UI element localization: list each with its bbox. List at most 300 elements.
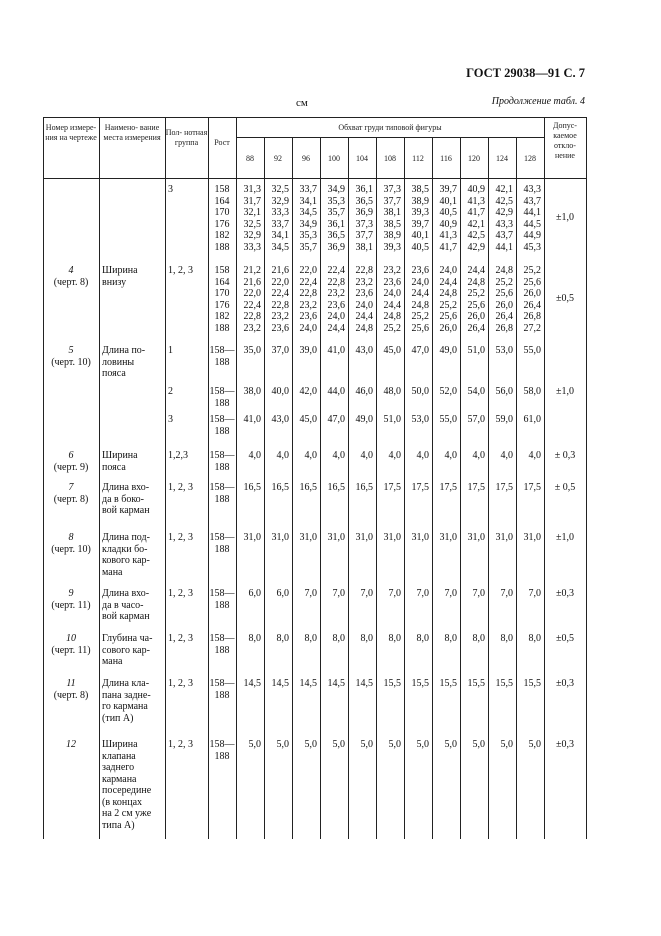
row-group: 1, 2, 3 (168, 678, 193, 689)
row-height: 158— (209, 678, 235, 689)
measurements-table (43, 117, 586, 839)
value-cell: 22,0 (271, 276, 289, 288)
row-name: вой карман (102, 611, 150, 622)
row-name: Длина вхо- (102, 588, 150, 599)
value-cell: 42,9 (495, 207, 513, 218)
value-cell: 8,0 (528, 633, 541, 644)
value-cell: 42,9 (467, 241, 485, 253)
header-size-96: 96 (302, 154, 310, 163)
row-number: 9 (68, 588, 74, 599)
value-cell: 7,0 (444, 588, 457, 599)
value-cell: 31,0 (467, 532, 485, 543)
value-cell: 8,0 (500, 633, 513, 644)
value-cell: 8,0 (444, 633, 457, 644)
value-cell: 25,2 (523, 265, 541, 276)
row-number: (черт. 11) (51, 644, 91, 656)
value-cell: 17,5 (523, 482, 541, 493)
value-cell: 23,2 (243, 322, 261, 334)
value-cell: 43,0 (271, 414, 289, 425)
table-rule (165, 117, 166, 839)
value-cell: 47,0 (411, 345, 429, 356)
value-cell: 6,0 (248, 588, 261, 599)
row-group: 1,2,3 (168, 450, 188, 461)
value-cell: 4,0 (500, 450, 513, 461)
value-cell: 38,9 (411, 195, 429, 207)
row-name: пояса (102, 461, 126, 473)
value-cell: 8,0 (248, 633, 261, 644)
value-cell: 17,5 (467, 482, 485, 493)
value-cell: 7,0 (360, 588, 373, 599)
value-cell: 54,0 (467, 386, 485, 397)
header-size-88: 88 (246, 154, 254, 163)
value-cell: 7,0 (472, 588, 485, 599)
value-cell: 4,0 (248, 450, 261, 461)
value-cell: 26,8 (495, 322, 513, 334)
value-cell: 45,3 (523, 241, 541, 253)
value-cell: 26,4 (495, 311, 513, 322)
value-cell: 26,8 (523, 311, 541, 322)
row-name: да в боко- (102, 493, 145, 505)
value-cell: 40,1 (439, 195, 457, 207)
value-cell: 23,2 (299, 299, 317, 311)
value-cell: 7,0 (500, 588, 513, 599)
row-name: на 2 см уже (102, 808, 152, 819)
row-tolerance: ± 0,3 (554, 450, 576, 461)
row-height: 158— (209, 386, 235, 397)
row-name: кладки бо- (102, 543, 148, 555)
value-cell: 36,9 (327, 241, 345, 253)
row-group: 1, 2, 3 (168, 739, 193, 750)
row-height: 188 (214, 461, 230, 473)
row-name: кового кар- (102, 555, 150, 566)
row-height: 158— (209, 739, 235, 750)
value-cell: 14,5 (299, 678, 317, 689)
value-cell: 46,0 (355, 386, 373, 397)
value-cell: 5,0 (416, 739, 429, 750)
row-group: 1 (168, 345, 173, 356)
value-cell: 53,0 (411, 414, 429, 425)
continuation-note: Продолжение табл. 4 (491, 96, 585, 107)
value-cell: 17,5 (439, 482, 457, 493)
value-cell: 51,0 (383, 414, 401, 425)
value-cell: 40,0 (271, 386, 289, 397)
row-height: 176 (214, 299, 230, 311)
row-group: 1, 2, 3 (168, 633, 193, 644)
row-name: Длина вхо- (102, 482, 150, 493)
value-cell: 8,0 (304, 633, 317, 644)
value-cell: 5,0 (332, 739, 345, 750)
value-cell: 17,5 (495, 482, 513, 493)
value-cell: 5,0 (276, 739, 289, 750)
value-cell: 7,0 (416, 588, 429, 599)
row-tolerance: ±0,3 (556, 588, 574, 599)
value-cell: 37,0 (271, 345, 289, 356)
value-cell: 31,0 (243, 532, 261, 543)
row-height: 158— (209, 588, 235, 599)
table-rule (43, 117, 586, 118)
header-size-108: 108 (384, 154, 396, 163)
value-cell: 4,0 (360, 450, 373, 461)
row-tolerance: ± 0,5 (554, 482, 576, 493)
value-cell: 39,3 (383, 241, 401, 253)
value-cell: 42,1 (467, 218, 485, 230)
row-height: 188 (214, 397, 230, 409)
value-cell: 38,9 (383, 230, 401, 241)
value-cell: 55,0 (439, 414, 457, 425)
value-cell: 7,0 (528, 588, 541, 599)
value-cell: 42,5 (495, 195, 513, 207)
value-cell: 15,5 (467, 678, 485, 689)
value-cell: 52,0 (439, 386, 457, 397)
value-cell: 37,3 (383, 184, 401, 195)
row-name: пана задне- (102, 689, 151, 701)
value-cell: 31,0 (439, 532, 457, 543)
value-cell: 26,0 (523, 288, 541, 299)
value-cell: 5,0 (528, 739, 541, 750)
value-cell: 38,5 (383, 218, 401, 230)
value-cell: 55,0 (523, 345, 541, 356)
row-name: мана (102, 566, 123, 578)
value-cell: 14,5 (327, 678, 345, 689)
row-height: 170 (214, 288, 230, 299)
value-cell: 24,4 (439, 276, 457, 288)
value-cell: 15,5 (523, 678, 541, 689)
value-cell: 15,5 (383, 678, 401, 689)
value-cell: 24,8 (411, 299, 429, 311)
value-cell: 41,7 (467, 207, 485, 218)
value-cell: 5,0 (472, 739, 485, 750)
value-cell: 42,1 (495, 184, 513, 195)
value-cell: 16,5 (243, 482, 261, 493)
table-rule (544, 117, 545, 839)
value-cell: 24,0 (299, 322, 317, 334)
header-size-104: 104 (356, 154, 368, 163)
value-cell: 5,0 (360, 739, 373, 750)
value-cell: 16,5 (271, 482, 289, 493)
value-cell: 34,9 (327, 184, 345, 195)
value-cell: 21,6 (271, 265, 289, 276)
value-cell: 35,3 (299, 230, 317, 241)
table-rule (236, 137, 544, 138)
value-cell: 58,0 (523, 386, 541, 397)
row-group: 1, 2, 3 (168, 532, 193, 543)
value-cell: 25,2 (495, 276, 513, 288)
value-cell: 25,6 (495, 288, 513, 299)
value-cell: 17,5 (411, 482, 429, 493)
value-cell: 44,1 (523, 207, 541, 218)
value-cell: 35,7 (327, 207, 345, 218)
value-cell: 4,0 (332, 450, 345, 461)
value-cell: 22,8 (355, 265, 373, 276)
row-height: 188 (214, 599, 230, 611)
value-cell: 15,5 (411, 678, 429, 689)
value-cell: 4,0 (276, 450, 289, 461)
row-height: 188 (214, 543, 230, 555)
row-name: пояса (102, 368, 126, 379)
value-cell: 32,9 (271, 195, 289, 207)
value-cell: 4,0 (304, 450, 317, 461)
row-height: 158— (209, 532, 235, 543)
value-cell: 5,0 (304, 739, 317, 750)
row-height: 158 (214, 184, 230, 195)
row-name: мана (102, 656, 123, 667)
value-cell: 25,6 (411, 322, 429, 334)
value-cell: 26,0 (495, 299, 513, 311)
row-height: 164 (214, 276, 230, 288)
row-group: 3 (168, 414, 173, 425)
row-height: 158— (209, 414, 235, 425)
row-name: Ширина (102, 265, 138, 276)
value-cell: 31,0 (523, 532, 541, 543)
value-cell: 23,6 (383, 276, 401, 288)
header-height: Рост (214, 138, 230, 147)
row-number: (черт. 8) (53, 276, 89, 288)
row-number: (черт. 10) (51, 356, 91, 368)
row-number: (черт. 9) (53, 461, 89, 473)
value-cell: 37,3 (355, 218, 373, 230)
row-name: да в часо- (102, 599, 144, 611)
value-cell: 36,1 (327, 218, 345, 230)
value-cell: 35,3 (327, 195, 345, 207)
row-height: 158— (209, 345, 235, 356)
value-cell: 8,0 (276, 633, 289, 644)
table-rule (99, 117, 100, 839)
value-cell: 21,6 (243, 276, 261, 288)
value-cell: 57,0 (467, 414, 485, 425)
value-cell: 31,0 (327, 532, 345, 543)
value-cell: 24,0 (355, 299, 373, 311)
value-cell: 53,0 (495, 345, 513, 356)
value-cell: 43,0 (355, 345, 373, 356)
header-size-112: 112 (412, 154, 424, 163)
row-name: ловины (102, 356, 135, 368)
row-height: 164 (214, 195, 230, 207)
value-cell: 16,5 (355, 482, 373, 493)
row-group: 3 (168, 184, 173, 195)
row-height: 188 (214, 493, 230, 505)
value-cell: 4,0 (472, 450, 485, 461)
header-size-120: 120 (468, 154, 480, 163)
value-cell: 36,1 (355, 184, 373, 195)
value-cell: 24,0 (439, 265, 457, 276)
header-group: Пол- нотная группа (165, 128, 208, 147)
row-number: 8 (68, 532, 74, 543)
value-cell: 4,0 (416, 450, 429, 461)
value-cell: 4,0 (528, 450, 541, 461)
value-cell: 31,3 (243, 184, 261, 195)
row-tolerance: ±0,5 (556, 633, 574, 644)
value-cell: 40,5 (411, 241, 429, 253)
row-number: (черт. 10) (51, 543, 91, 555)
value-cell: 34,1 (299, 195, 317, 207)
header-size-92: 92 (274, 154, 282, 163)
value-cell: 23,6 (411, 265, 429, 276)
row-number: (черт. 8) (53, 689, 89, 701)
value-cell: 49,0 (355, 414, 373, 425)
row-number: 6 (68, 450, 74, 461)
row-name: кармана (102, 773, 137, 785)
row-name: Длина кла- (102, 678, 150, 689)
value-cell: 50,0 (411, 386, 429, 397)
value-cell: 24,8 (467, 276, 485, 288)
header-size-100: 100 (328, 154, 340, 163)
row-height: 182 (214, 311, 230, 322)
value-cell: 22,4 (299, 276, 317, 288)
value-cell: 31,0 (383, 532, 401, 543)
row-name: (в концах (102, 796, 143, 808)
value-cell: 35,0 (243, 345, 261, 356)
value-cell: 24,4 (355, 311, 373, 322)
row-number: 11 (66, 678, 76, 689)
value-cell: 44,9 (523, 230, 541, 241)
value-cell: 40,1 (411, 230, 429, 241)
row-name: посередине (102, 785, 152, 796)
row-number: (черт. 8) (53, 493, 89, 505)
value-cell: 26,0 (439, 322, 457, 334)
value-cell: 33,7 (299, 184, 317, 195)
value-cell: 40,9 (439, 218, 457, 230)
value-cell: 8,0 (388, 633, 401, 644)
row-height: 170 (214, 207, 230, 218)
row-name: вой карман (102, 505, 150, 516)
value-cell: 31,0 (495, 532, 513, 543)
value-cell: 22,8 (271, 299, 289, 311)
value-cell: 15,5 (439, 678, 457, 689)
value-cell: 34,1 (271, 230, 289, 241)
row-tolerance: ±0,5 (556, 293, 574, 304)
value-cell: 33,3 (271, 207, 289, 218)
value-cell: 23,6 (271, 322, 289, 334)
row-name: (тип А) (102, 712, 134, 724)
value-cell: 33,3 (243, 241, 261, 253)
header-name: Наимено- вание места измерения (103, 123, 161, 142)
value-cell: 23,6 (327, 299, 345, 311)
row-height: 158— (209, 450, 235, 461)
value-cell: 15,5 (495, 678, 513, 689)
value-cell: 38,0 (243, 386, 261, 397)
value-cell: 43,3 (523, 184, 541, 195)
table-rule (43, 117, 44, 839)
value-cell: 7,0 (388, 588, 401, 599)
table-rule (43, 178, 586, 179)
value-cell: 24,4 (383, 299, 401, 311)
value-cell: 8,0 (360, 633, 373, 644)
value-cell: 48,0 (383, 386, 401, 397)
value-cell: 22,8 (299, 288, 317, 299)
value-cell: 32,5 (243, 218, 261, 230)
header-size-128: 128 (524, 154, 536, 163)
value-cell: 34,5 (299, 207, 317, 218)
value-cell: 4,0 (444, 450, 457, 461)
value-cell: 22,0 (243, 288, 261, 299)
value-cell: 31,0 (299, 532, 317, 543)
value-cell: 24,8 (355, 322, 373, 334)
value-cell: 45,0 (299, 414, 317, 425)
value-cell: 44,0 (327, 386, 345, 397)
value-cell: 26,4 (467, 322, 485, 334)
row-name: внизу (102, 276, 127, 288)
value-cell: 39,7 (411, 218, 429, 230)
table-rule (586, 117, 587, 839)
value-cell: 31,0 (355, 532, 373, 543)
row-height: 188 (214, 750, 230, 762)
row-height: 176 (214, 218, 230, 230)
value-cell: 8,0 (332, 633, 345, 644)
value-cell: 23,2 (383, 265, 401, 276)
value-cell: 8,0 (416, 633, 429, 644)
value-cell: 31,0 (271, 532, 289, 543)
row-number: 4 (68, 265, 74, 276)
value-cell: 27,2 (523, 322, 541, 334)
row-height: 188 (214, 644, 230, 656)
row-number: 7 (68, 482, 74, 493)
row-number: 12 (66, 739, 76, 750)
value-cell: 36,9 (355, 207, 373, 218)
value-cell: 8,0 (472, 633, 485, 644)
value-cell: 41,3 (467, 195, 485, 207)
row-height: 188 (214, 356, 230, 368)
value-cell: 25,2 (467, 288, 485, 299)
value-cell: 32,1 (243, 207, 261, 218)
value-cell: 5,0 (444, 739, 457, 750)
value-cell: 36,5 (327, 230, 345, 241)
header-size-116: 116 (440, 154, 452, 163)
row-group: 2 (168, 386, 173, 397)
value-cell: 51,0 (467, 345, 485, 356)
value-cell: 61,0 (523, 414, 541, 425)
row-height: 188 (214, 322, 230, 334)
value-cell: 49,0 (439, 345, 457, 356)
row-number: 10 (66, 633, 76, 644)
row-name: Длина под- (102, 532, 150, 543)
value-cell: 38,1 (355, 241, 373, 253)
value-cell: 14,5 (243, 678, 261, 689)
value-cell: 23,6 (299, 311, 317, 322)
row-height: 158 (214, 265, 230, 276)
value-cell: 39,3 (411, 207, 429, 218)
row-name: заднего (102, 762, 135, 773)
value-cell: 41,0 (243, 414, 261, 425)
value-cell: 24,8 (495, 265, 513, 276)
value-cell: 5,0 (248, 739, 261, 750)
value-cell: 22,4 (327, 265, 345, 276)
value-cell: 5,0 (388, 739, 401, 750)
row-name: Глубина ча- (102, 633, 153, 644)
value-cell: 7,0 (304, 588, 317, 599)
value-cell: 22,4 (243, 299, 261, 311)
value-cell: 25,6 (523, 276, 541, 288)
value-cell: 37,7 (383, 195, 401, 207)
value-cell: 32,9 (243, 230, 261, 241)
value-cell: 24,0 (383, 288, 401, 299)
value-cell: 41,7 (439, 241, 457, 253)
value-cell: 31,7 (243, 195, 261, 207)
value-cell: 33,7 (271, 218, 289, 230)
value-cell: 24,8 (439, 288, 457, 299)
row-name: Ширина (102, 450, 138, 461)
row-height: 182 (214, 230, 230, 241)
row-name: Ширина (102, 739, 138, 750)
row-name: го кармана (102, 701, 148, 712)
value-cell: 22,8 (327, 276, 345, 288)
header-chest: Обхват груди типовой фигуры (338, 123, 442, 132)
value-cell: 23,2 (355, 276, 373, 288)
row-group: 1, 2, 3 (168, 588, 193, 599)
page-header: ГОСТ 29038—91 С. 7 (466, 66, 585, 80)
row-name: Длина по- (102, 345, 146, 356)
row-name: клапана (102, 750, 136, 762)
value-cell: 41,3 (439, 230, 457, 241)
